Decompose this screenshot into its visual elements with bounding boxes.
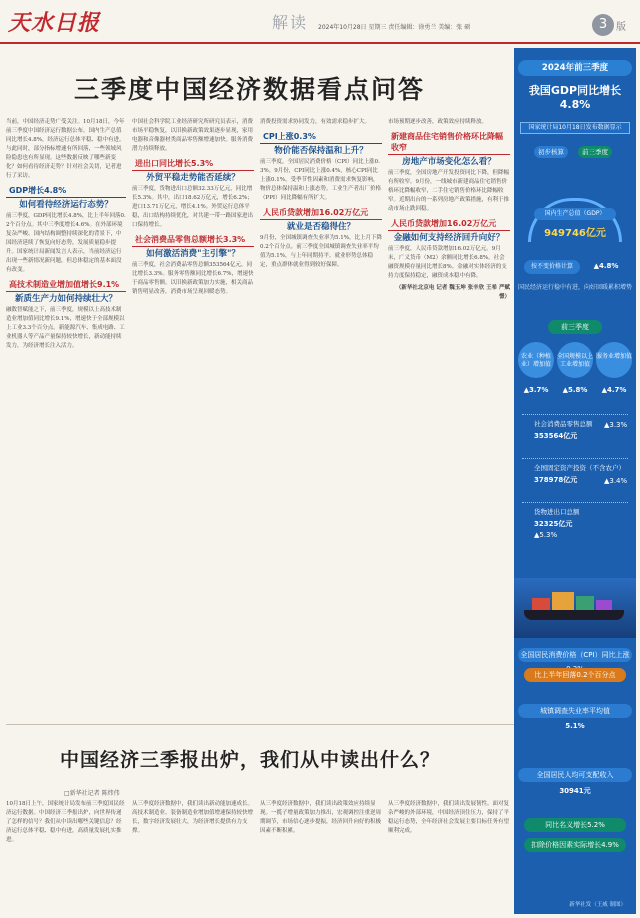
container-red [532,598,550,610]
section-bar: 高技术制造业增加值增长9.1% [6,278,126,292]
intro-text: 消费投资需求协同发力，有效需求稳步扩大。 [260,119,371,125]
article-column-1 [6,118,126,718]
stat-value: 378978亿元 [534,476,578,484]
unemployment-pill: 城镇调查失业率平均值 [518,704,632,718]
answer-text: 融数智赋能之下，前三季度，规模以上高技术制造业增加值同比增长9.1%，增速快于全部规模以上工业3.3个百分点。新能源汽车、集成电路、工业机器人等产品产量保持较快增长，新动能持续发力，为经济增长注入活力。 [6,307,125,349]
gdp-growth-value: ▲4.8% [593,262,619,270]
intro-text: 当前，中国经济走势广受关注。10月18日，今年前三季度中国经济运行数据公布。国内生产总值同比增长4.8%，经济运行总体平稳、稳中有进。与此同时，部分指标增速有所回落，一些领域风险隐患也有所显现。这些数据反映了哪些新变化？如何看待经济走势？针对社会关切，记者进行了采访。 [6,119,125,179]
newspaper-logo: 天水日报 [8,10,101,36]
question-heading: 房地产市场变化怎么看？ [402,157,496,167]
stat-trade [522,502,628,540]
stat-value: 353564亿元 [534,432,578,440]
section-bar: GDP增长4.8% [6,184,126,198]
bottom-text: 从三季度经济数据中，我们读出政策效应持续显现。一揽子增量政策加力推出，宏观调控注重逆周期调节，市场信心逐步提振，经济回升向好的积极因素不断积累。 [260,801,382,834]
article-column-4 [388,118,510,718]
stat-retail [522,414,628,452]
answer-text: 前三季度，GDP同比增长4.8%，比上半年回落0.2个百分点。其中三季度增长4.6%。在外部环境复杂严峻、国内结构调整持续深化的背景下，中国经济延续了恢复向好态势，发展质量稳步提升。国家统计局新闻发言人表示，当前经济运行出现一些新情况新问题，但总体稳定的基本面没有改变。 [6,213,126,273]
infographic-credit: 新华社发（王威 制图） [569,902,626,908]
infographic-title: 我国GDP同比增长4.8% [528,84,622,111]
unemployment-value: 5.1% [565,722,585,730]
question-heading: 物价能否保持温和上升？ [274,146,368,156]
cargo-ship-illustration [514,578,636,638]
tag-preliminary: 初步核算 [534,146,568,158]
page-suffix: 版 [616,22,626,33]
second-byline: □新华社记者 陈炜伟 [64,790,120,797]
gdp-growth-label: 按不变价格计算 [524,260,580,274]
bottom-text: 从三季度经济数据中，我们读出发展韧性。面对复杂严峻的外部环境，中国经济顶住压力，保持了平稳运行态势，全年经济社会发展主要目标任务有望顺利完成。 [388,801,510,834]
bottom-column-2 [132,800,254,912]
section-bar: 社会消费品零售总额增长3.3% [132,233,254,247]
stat-growth: ▲5.3% [534,531,558,539]
agriculture-circle: 农业（种植业）增加值 [518,342,554,378]
bottom-column-1 [6,800,126,912]
section-bar: 人民币贷款增加16.02万亿元 [260,206,382,220]
article-column-3 [260,118,382,718]
infographic-sidebar [514,48,636,914]
intro-text: 市场预期逐步改善，政策效应持续释放。 [388,119,488,125]
page-number: 3 [592,14,614,36]
main-headline: 三季度中国经济数据看点问答 [74,75,426,104]
income-real-pill: 扣除价格因素实际增长4.9% [524,838,626,852]
cpi-pill: 全国居民消费价格（CPI）同比上涨 [518,648,632,662]
container-purple [596,600,612,610]
question-heading: 新质生产力如何持续壮大？ [14,294,117,304]
question-heading: 外贸平稳走势能否延续？ [146,173,240,183]
industry-header: 前三季度 [548,320,602,334]
gdp-note: 国民经济运行稳中有进，向好回暖累积增势 [518,284,633,291]
tag-period: 前三季度 [578,146,612,158]
services-circle: 服务业增加值 [596,342,632,378]
stat-value: 32325亿元 [534,520,573,528]
infographic-source: 国家统计局10月18日发布数据显示 [520,122,630,134]
income-nominal-pill: 同比名义增长5.2% [524,818,626,832]
infographic-header: 2024年前三季度 [518,60,632,76]
stat-label: 货物进出口总额 [534,508,580,516]
question-heading: 如何激活消费"主引擎"？ [146,249,240,259]
answer-text: 前三季度，社会消费品零售总额353564亿元，同比增长3.3%。服务零售额同比增长6.7%，增速快于商品零售额。以旧换新政策加力实施，相关商品销售明显改善，消费市场呈现回暖态势。 [132,262,254,295]
second-headline: 中国经济三季报出炉，我们从中读出什么？ [60,749,441,771]
answer-text: 前三季度，全国居民消费价格（CPI）同比上涨0.3%。9月份，CPI同比上涨0.4%，核心CPI同比上涨0.1%。受季节性因素和消费需求恢复影响，物价总体保持温和上涨态势。工业生产者出厂价格（PPI）同比降幅有所扩大。 [260,159,382,201]
container-green [576,596,594,610]
answer-text: 前三季度，全国房地产开发投资同比下降，但降幅有所收窄。9月份，一线城市新建商品住宅销售价格环比降幅收窄，二手住宅销售价格环比降幅收窄。近期出台的一系列房地产政策措施，有利于推动市场止跌回稳。 [388,170,510,212]
section-bar: 新建商品住宅销售价格环比降幅收窄 [388,130,510,155]
section-bar: 进出口同比增长5.3% [132,157,254,171]
stat-growth: ▲3.3% [604,421,628,429]
bottom-column-4 [388,800,510,912]
issue-meta: 2024年10月28日 星期三 责任编辑：徐勇兰 美编：张 硕 [318,24,471,31]
answer-text: 前三季度，货物进出口总额32.33万亿元，同比增长5.3%。其中，出口18.62万亿元，增长6.2%；进口13.71万亿元，增长4.1%。外贸运行总体平稳，出口结构持续优化，对共建一带一路国家进出口保持增长。 [132,186,254,228]
industry-growth: ▲5.8% [562,386,588,394]
industry-circle: 全国规模以上工业增加值 [557,342,593,378]
section-bar: 人民币贷款增加16.02万亿元 [388,217,510,231]
section-bar: CPI上涨0.3% [260,130,382,144]
income-pill: 全国居民人均可支配收入 [518,768,632,782]
article-column-2 [132,118,254,718]
section-title: 解读 [272,13,309,32]
stat-growth: ▲3.4% [604,477,628,485]
answer-text: 前三季度，人民币贷款增加16.02万亿元。9月末，广义货币（M2）余额同比增长6.8%。社会融资规模存量同比增长8%。金融对实体经济的支持力度保持稳定，融资成本稳中有降。 [388,246,507,279]
stat-label: 全国固定资产投资（不含农户） [534,464,625,472]
bottom-text: 10月18日上午，国家统计局发布前三季度国民经济运行数据。中国经济三季报出炉，向世界传递了怎样的信号？我们从中读出哪些关键信息？经济运行总体平稳、稳中有进，高质量发展扎实推进。 [6,801,125,843]
question-heading: 就业是否稳得住？ [286,222,355,232]
stat-investment [522,458,628,496]
gdp-value: 949746亿元 [544,228,606,239]
answer-text: 9月份，全国城镇调查失业率为5.1%，比上月下降0.2个百分点。前三季度全国城镇调查失业率平均值为5.1%，与上年同期持平。就业形势总体稳定，重点群体就业得到较好保障。 [260,235,382,268]
article-byline: （新华社北京电 记者 魏玉坤 张辛欣 王希 严赋憬） [395,285,510,300]
intro-text: 中国社会科学院工业经济研究所研究员表示，消费市场平稳恢复，以旧换新政策效果逐步显现，家用电器和音像器材类商品零售额增速加快。服务消费潜力持续释放。 [132,119,254,152]
masthead [0,0,640,44]
stat-label: 社会消费品零售总额 [534,420,593,428]
gdp-label: 国内生产总值（GDP） [534,208,616,220]
services-growth: ▲4.7% [601,386,627,394]
bottom-text: 从三季度经济数据中，我们读出新动能加速成长。高技术制造业、装备制造业增加值增速保持较快增长，数字经济发展壮大，为经济增长提供有力支撑。 [132,801,254,834]
question-heading: 如何看待经济运行态势？ [19,200,113,210]
bottom-column-3 [260,800,382,912]
agriculture-growth: ▲3.7% [523,386,549,394]
ship-hull [524,610,624,620]
cpi-change-pill: 比上半年回落0.2个百分点 [524,668,626,682]
question-heading: 金融如何支持经济回升向好？ [393,233,505,243]
income-value: 30941元 [559,787,591,795]
container-orange [552,592,574,610]
